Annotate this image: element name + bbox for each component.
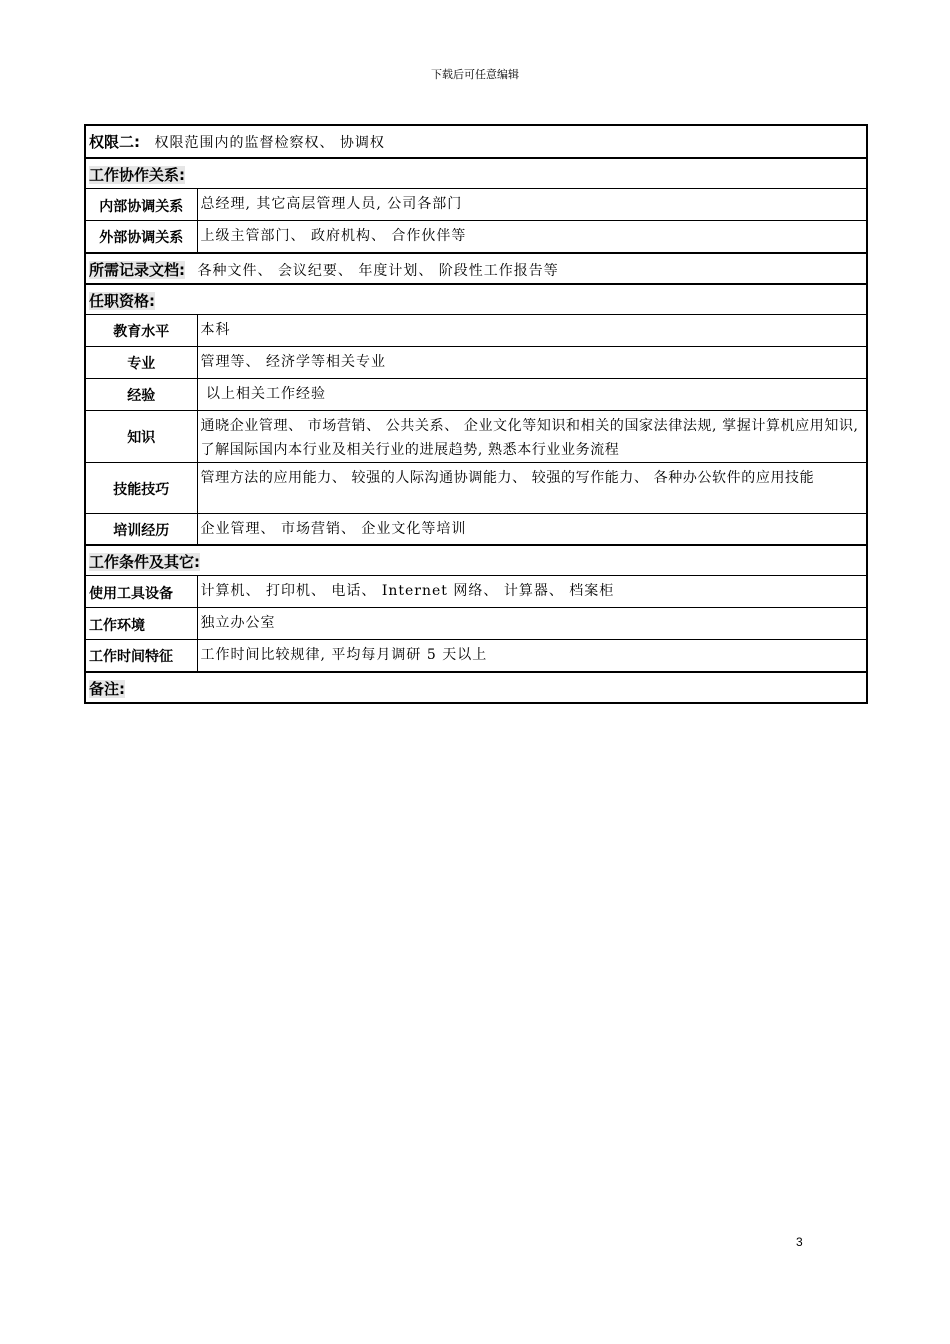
- collaboration-title: 工作协作关系:: [89, 166, 185, 184]
- knowledge-label: 知识: [85, 410, 197, 462]
- experience-label: 经验: [85, 378, 197, 410]
- environment-label: 工作环境: [85, 608, 197, 640]
- environment-row: [85, 608, 867, 640]
- remarks-label: 备注:: [89, 679, 125, 698]
- internal-coordination-row: [85, 189, 867, 221]
- experience-row: [85, 378, 867, 410]
- environment-value: 独立办公室: [197, 608, 867, 640]
- experience-value: 以上相关工作经验: [197, 378, 867, 410]
- external-coordination-row: [85, 221, 867, 253]
- major-label: 专业: [85, 346, 197, 378]
- job-description-table: [84, 124, 868, 704]
- education-value: 本科: [197, 314, 867, 346]
- work-time-value: 工作时间比较规律, 平均每月调研 5 天以上: [197, 640, 867, 672]
- page-number: 3: [796, 1235, 803, 1249]
- external-coordination-label: 外部协调关系: [85, 221, 197, 253]
- education-row: [85, 314, 867, 346]
- external-coordination-value: 上级主管部门、 政府机构、 合作伙伴等: [197, 221, 867, 253]
- skills-value: 管理方法的应用能力、 较强的人际沟通协调能力、 较强的写作能力、 各种办公软件的应用技能: [197, 462, 867, 513]
- tools-value: 计算机、 打印机、 电话、 Internet 网络、 计算器、 档案柜: [197, 576, 867, 608]
- knowledge-value: 通晓企业管理、 市场营销、 公共关系、 企业文化等知识和相关的国家法律法规, 掌握计算机应用知识, 了解国际国内本行业及相关行业的进展趋势, 熟悉本行业业务流程: [197, 410, 867, 462]
- collaboration-title-row: [85, 158, 867, 189]
- skills-label: 技能技巧: [85, 462, 197, 513]
- education-label: 教育水平: [85, 314, 197, 346]
- authority-row: [85, 125, 867, 158]
- conditions-title: 工作条件及其它:: [89, 553, 200, 571]
- authority-value: 权限范围内的监督检察权、 协调权: [154, 135, 385, 151]
- records-label: 所需记录文档:: [89, 260, 185, 279]
- authority-label: 权限二:: [89, 133, 140, 151]
- work-time-label: 工作时间特征: [85, 640, 197, 672]
- internal-coordination-label: 内部协调关系: [85, 189, 197, 221]
- header-note: 下载后可任意编辑: [431, 68, 519, 81]
- internal-coordination-value: 总经理, 其它高层管理人员, 公司各部门: [197, 189, 867, 221]
- tools-row: [85, 576, 867, 608]
- major-row: [85, 346, 867, 378]
- records-value: 各种文件、 会议纪要、 年度计划、 阶段性工作报告等: [197, 262, 559, 279]
- qualifications-title: 任职资格:: [89, 291, 155, 310]
- skills-row: [85, 462, 867, 513]
- remarks-row: [85, 672, 867, 703]
- tools-label: 使用工具设备: [85, 576, 197, 608]
- knowledge-row: [85, 410, 867, 462]
- records-row: [85, 253, 867, 284]
- training-value: 企业管理、 市场营销、 企业文化等培训: [197, 513, 867, 545]
- qualifications-title-row: [85, 284, 867, 315]
- major-value: 管理等、 经济学等相关专业: [197, 346, 867, 378]
- training-label: 培训经历: [85, 513, 197, 545]
- work-time-row: [85, 640, 867, 672]
- training-row: [85, 513, 867, 545]
- conditions-title-row: [85, 545, 867, 576]
